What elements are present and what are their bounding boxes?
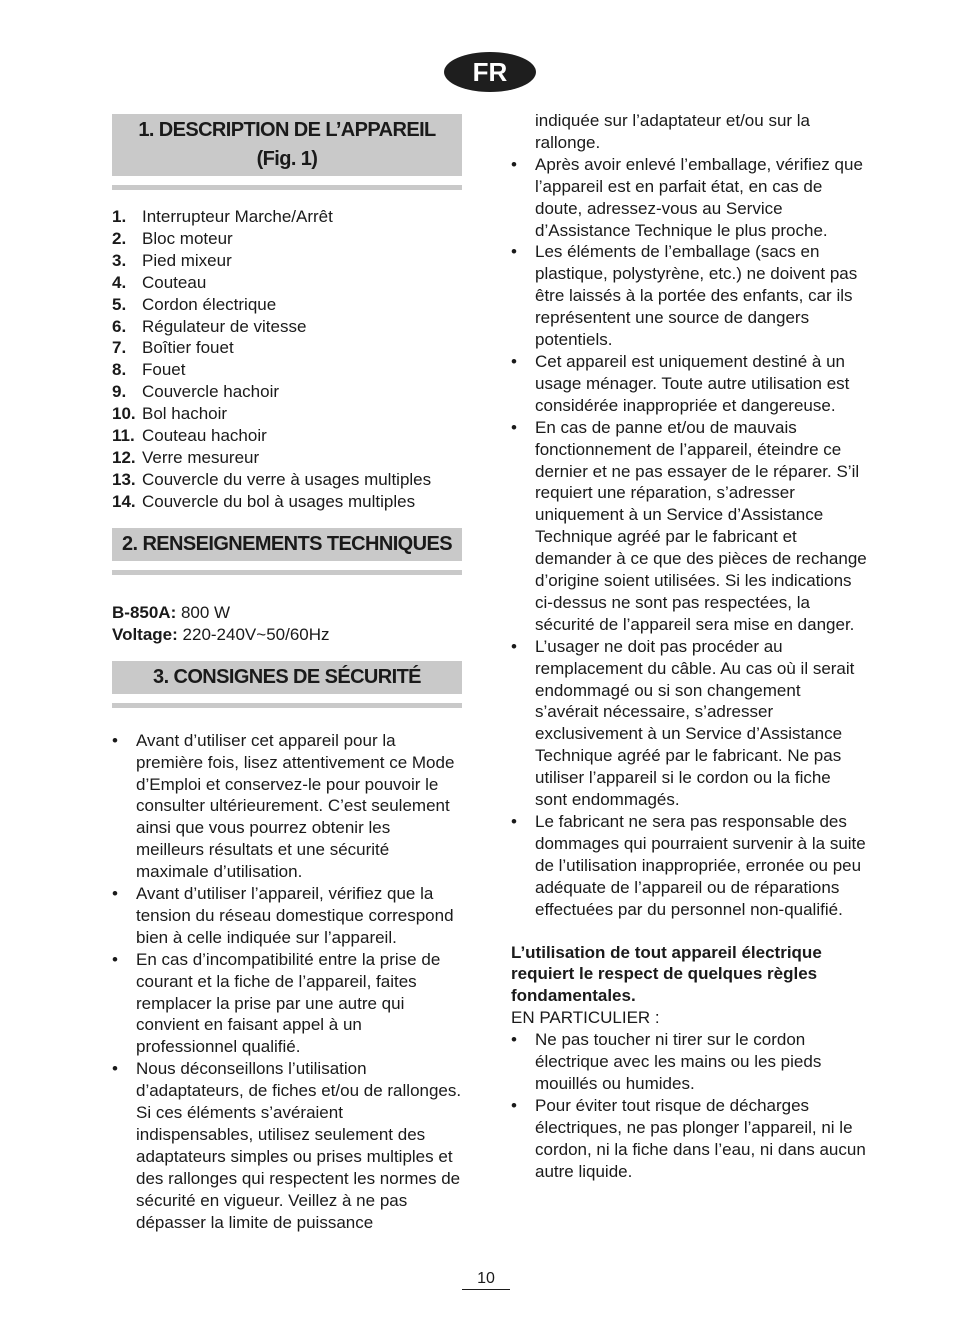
parts-list-item bbox=[112, 425, 462, 447]
parts-list-item bbox=[112, 337, 462, 359]
parts-item-label: Cordon électrique bbox=[142, 294, 277, 314]
safety-bullets-left bbox=[112, 730, 462, 1234]
parts-list-item bbox=[112, 250, 462, 272]
parts-item-label: Fouet bbox=[142, 360, 186, 380]
safety-bullet: • En cas de panne et/ou de mauvais fonctionnement de l’appareil, éteindre ce dernier et ne pas essayer de le réparer. S’il requiert une réparation, s’adresser uniquement à un Service d’Assistance Technique agréé par le fabricant et demander à ce que des pièces de rechange d’origine soient utilisées. Si les indications ci-dessus ne sont pas respectées, la sécurité de l’appareil sera mise en danger. bbox=[511, 417, 867, 636]
parts-list-item bbox=[112, 491, 462, 513]
right-column bbox=[511, 110, 867, 1183]
parts-item-number: 7. bbox=[112, 338, 127, 358]
parts-list-item bbox=[112, 272, 462, 294]
safety-bullet: • Les éléments de l’emballage (sacs en plastique, polystyrène, etc.) ne doivent pas être laissés à la portée des enfants, car ils représentent une source de dangers potentiels. bbox=[511, 241, 867, 351]
spec-voltage bbox=[112, 624, 462, 646]
safety-bullet: • Avant d’utiliser l’appareil, vérifiez que la tension du réseau domestique correspond bien à celle indiquée sur l’appareil. bbox=[112, 883, 462, 949]
parts-item-label: Couteau bbox=[142, 272, 207, 292]
parts-item-number: 12. bbox=[112, 447, 136, 467]
parts-item-number: 8. bbox=[112, 360, 127, 380]
spec-model bbox=[112, 602, 462, 624]
parts-list-item bbox=[112, 381, 462, 403]
safety-bullet: • Nous déconseillons l’utilisation d’adaptateurs, de fiches et/ou de rallonges. Si ces éléments s’avéraient indispensables, utilisez seulement des adaptateurs simples ou prises multiples et des rallonges qui respectent les normes de sécurité en vigueur. Veillez à ne pas dépasser la limite de puissance bbox=[112, 1058, 462, 1233]
particular-bullets bbox=[511, 1029, 867, 1182]
parts-item-label: Couvercle hachoir bbox=[142, 382, 280, 402]
parts-item-number: 2. bbox=[112, 228, 127, 248]
section-1-header bbox=[112, 114, 462, 176]
parts-item-label: Couvercle du verre à usages multiples bbox=[142, 469, 432, 489]
spec-voltage-label: Voltage: bbox=[112, 624, 178, 644]
parts-item-label: Bloc moteur bbox=[142, 228, 233, 248]
parts-list-item bbox=[112, 294, 462, 316]
parts-item-number: 11. bbox=[112, 426, 135, 446]
section-1-subtitle: (Fig. 1) bbox=[256, 148, 318, 170]
section-2-header bbox=[112, 528, 462, 561]
particular-bullet: • Ne pas toucher ni tirer sur le cordon électrique avec les mains ou les pieds mouillés ou humides. bbox=[511, 1029, 867, 1095]
safety-bullet: • Cet appareil est uniquement destiné à un usage ménager. Toute autre utilisation est considérée inappropriée et dangereuse. bbox=[511, 351, 867, 417]
safety-bullet: • Après avoir enlevé l’emballage, vérifiez que l’appareil est en parfait état, en cas de doute, adressez-vous au Service d’Assistance Technique le plus proche. bbox=[511, 154, 867, 242]
parts-item-number: 13. bbox=[112, 469, 136, 489]
section-3-title: 3. CONSIGNES DE SÉCURITÉ bbox=[153, 665, 421, 688]
section-3-header bbox=[112, 661, 462, 694]
parts-item-label: Couteau hachoir bbox=[142, 426, 267, 446]
parts-list-item bbox=[112, 447, 462, 469]
parts-item-number: 10. bbox=[112, 404, 136, 424]
parts-list-item bbox=[112, 316, 462, 338]
parts-item-number: 6. bbox=[112, 316, 127, 336]
safety-bullet: • En cas d’incompatibilité entre la prise de courant et la fiche de l’appareil, faites remplacer la prise par une autre qui convient en faisant appel à un professionnel qualifié. bbox=[112, 949, 462, 1059]
parts-item-number: 1. bbox=[112, 207, 127, 226]
parts-item-number: 9. bbox=[112, 382, 127, 402]
parts-item-number: 3. bbox=[112, 250, 127, 270]
continued-text: indiquée sur l’adaptateur et/ou sur la rallonge. bbox=[535, 111, 811, 152]
safety-bullet: • Le fabricant ne sera pas responsable des dommages qui pourraient survenir à la suite de l’utilisation inappropriée, erronée ou peu adéquate de l’appareil ou de réparations effectuées par du personnel non-qualifié. bbox=[511, 811, 867, 921]
particular-label: EN PARTICULIER : bbox=[511, 1008, 660, 1028]
fundamental-rules-paragraph: L’utilisation de tout appareil électrique requiert le respect de quelques règles fondamentales. bbox=[511, 942, 822, 1006]
parts-item-label: Interrupteur Marche/Arrêt bbox=[142, 207, 333, 226]
parts-item-label: Pied mixeur bbox=[142, 250, 232, 270]
spec-model-value: 800 W bbox=[176, 602, 231, 622]
parts-list-item bbox=[112, 228, 462, 250]
parts-item-label: Boîtier fouet bbox=[142, 338, 234, 358]
parts-list-item bbox=[112, 469, 462, 491]
parts-item-number: 4. bbox=[112, 272, 127, 292]
language-badge: FR bbox=[444, 52, 536, 92]
parts-item-number: 5. bbox=[112, 294, 127, 314]
safety-bullets-right bbox=[511, 154, 867, 921]
section-1-title: 1. DESCRIPTION DE L’APPAREIL bbox=[138, 119, 436, 141]
parts-item-label: Bol hachoir bbox=[142, 404, 228, 424]
particular-bullet: • Pour éviter tout risque de décharges électriques, ne pas plonger l’appareil, ni le cordon, ni la fiche dans l’eau, ni dans aucun autre liquide. bbox=[511, 1095, 867, 1183]
parts-list-item bbox=[112, 206, 462, 228]
spec-voltage-value: 220-240V~50/60Hz bbox=[177, 624, 330, 644]
left-column bbox=[112, 114, 462, 1234]
page-number: 10 bbox=[462, 1269, 510, 1290]
parts-list-item bbox=[112, 403, 462, 425]
parts-item-number: 14. bbox=[112, 491, 136, 511]
safety-bullet: • L’usager ne doit pas procéder au remplacement du câble. Au cas où il serait endommagé ou si son changement s’avérait nécessaire, s’adresser exclusivement à un Service d’Assistance Technique agréé par le fabricant. Ne pas utiliser l’appareil si le cordon ou la fiche sont endommagés. bbox=[511, 636, 867, 811]
parts-list bbox=[112, 206, 462, 513]
section-1-rule bbox=[112, 185, 462, 190]
parts-item-label: Couvercle du bol à usages multiples bbox=[142, 491, 416, 511]
parts-item-label: Régulateur de vitesse bbox=[142, 316, 307, 336]
parts-list-item bbox=[112, 359, 462, 381]
spec-model-label: B-850A: bbox=[112, 602, 177, 622]
safety-bullet: • Avant d’utiliser cet appareil pour la première fois, lisez attentivement ce Mode d’Emploi et conservez-le pour pouvoir le consulter ultérieurement. C’est seulement ainsi que vous pourrez obtenir les meilleurs résultats et une sécurité maximale d’utilisation. bbox=[112, 730, 462, 883]
parts-item-label: Verre mesureur bbox=[142, 447, 260, 467]
section-2-title: 2. RENSEIGNEMENTS TECHNIQUES bbox=[122, 532, 452, 555]
